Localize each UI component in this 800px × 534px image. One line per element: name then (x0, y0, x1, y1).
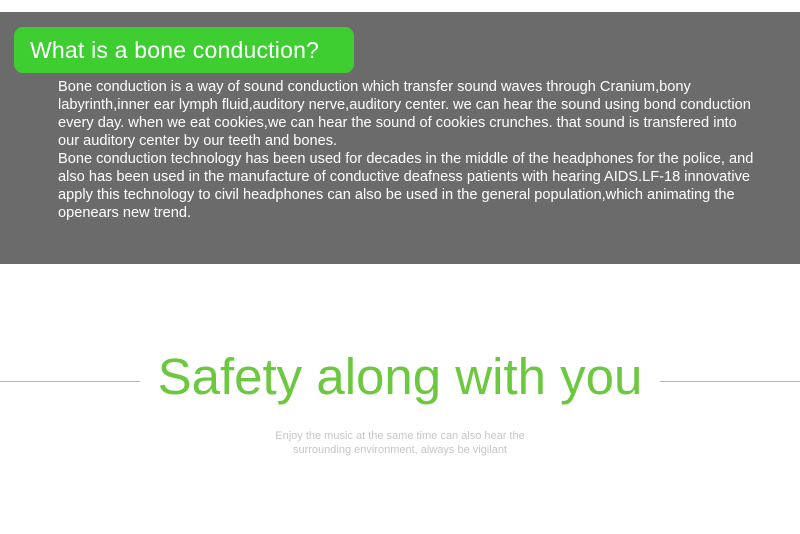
description-paragraph-2: Bone conduction technology has been used for decades in the middle of the headphones for the police, and also has been used in the manufacture of conductive deafness patients with hearing AIDS.LF-18 innovative apply this technology to civil headphones can also be used in the general population,which animating the openears new trend. (58, 151, 754, 221)
section-heading: What is a bone conduction? (30, 36, 320, 63)
slogan-divider-right (660, 381, 800, 382)
safety-subtitle (200, 429, 600, 457)
description-paragraph-1: Bone conduction is a way of sound conduction which transfer sound waves through Cranium,bony labyrinth,inner ear lymph fluid,auditory nerve,auditory center. we can hear the sound using bond conduction every day. when we eat cookies,we can hear the sound of cookies crunches. that sound is transfered into our auditory center by our teeth and bones. (58, 79, 751, 149)
description-text (58, 78, 758, 222)
subtitle-line-2: surrounding environment, always be vigilant (292, 444, 507, 456)
safety-slogan: Safety along with you (157, 348, 643, 405)
slogan-divider-left (0, 381, 140, 382)
subtitle-line-1: Enjoy the music at the same time can also hear the (275, 430, 525, 442)
section-heading-badge (14, 27, 354, 73)
